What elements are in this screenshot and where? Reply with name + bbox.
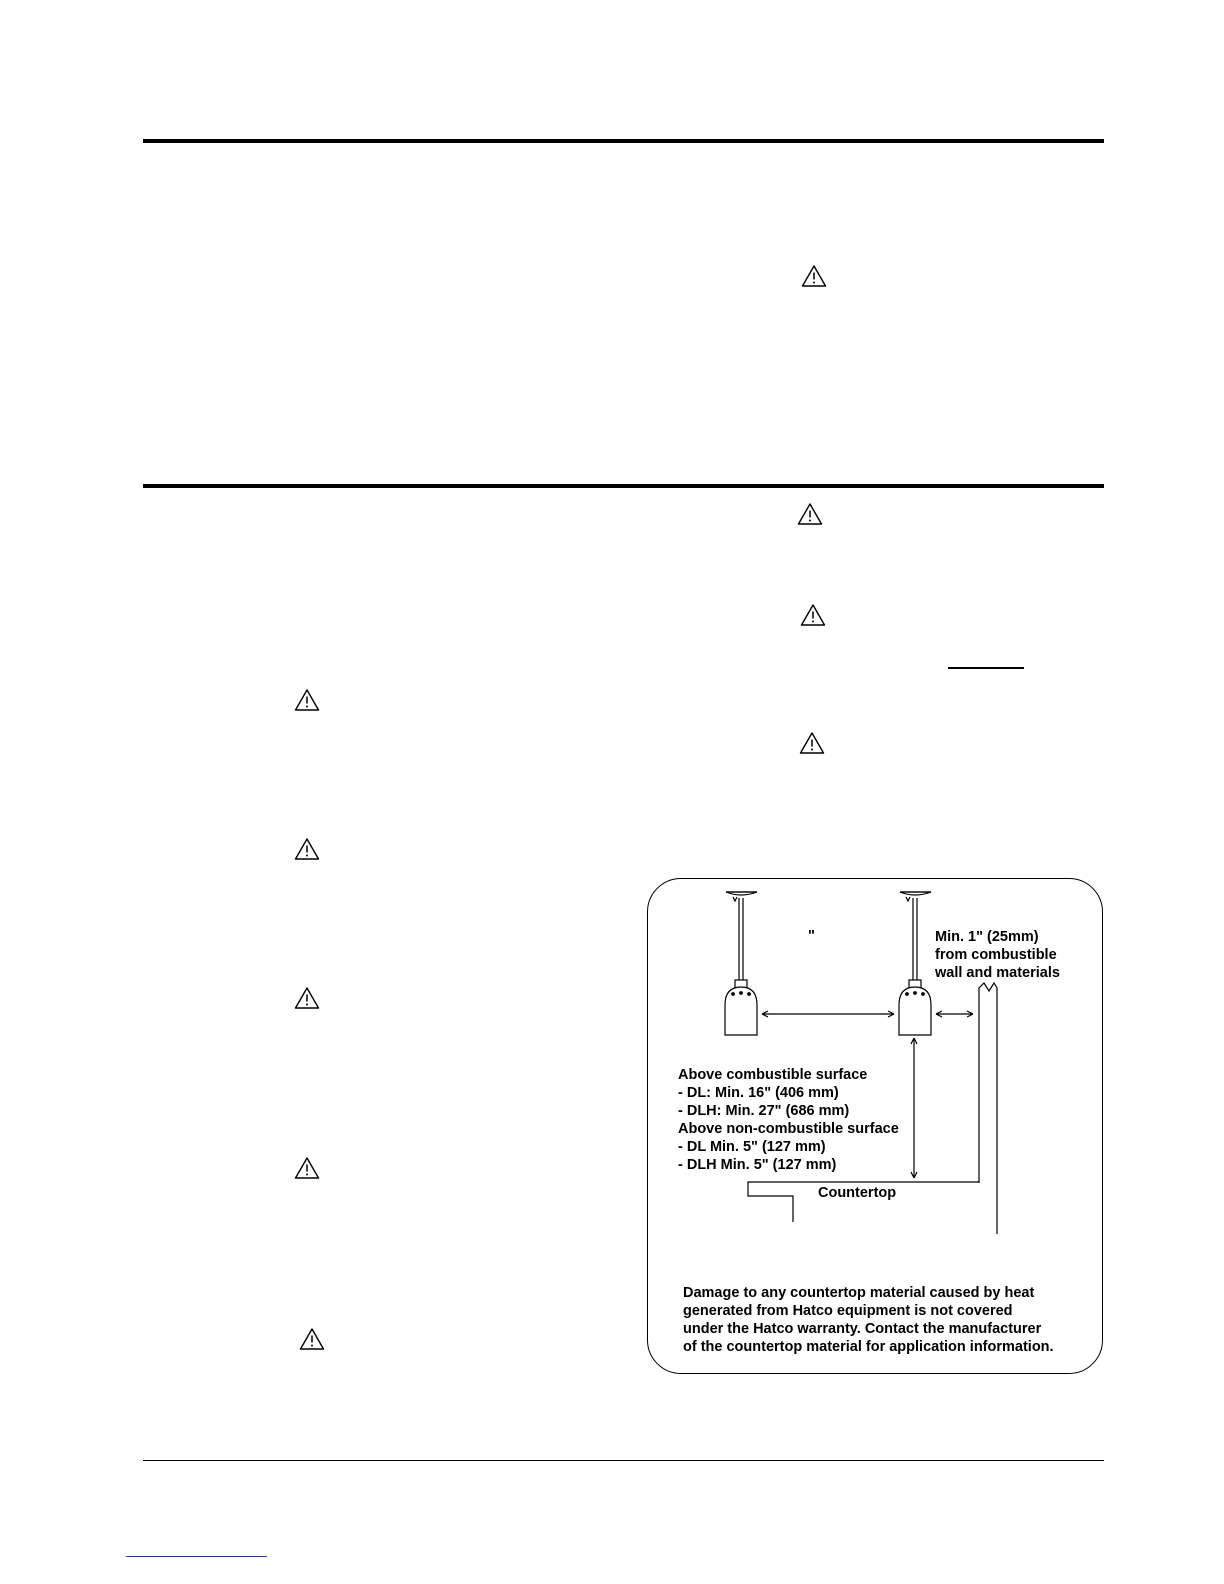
right-heat-lamp [899,892,931,1035]
wall-note-line-2: from combustible [935,947,1057,963]
height-note-line-2: - DL: Min. 16" (406 mm) [678,1085,839,1101]
height-note-line-1: Above combustible surface [678,1067,868,1083]
damage-note-line-1: Damage to any countertop material caused by heat [683,1285,1035,1301]
damage-note-line-2: generated from Hatco equipment is not covered [683,1303,1013,1319]
damage-note-line-4: of the countertop material for application information. [683,1339,1054,1355]
wall-note-line-3: wall and materials [935,965,1060,981]
height-note-line-6: - DLH Min. 5" (127 mm) [678,1157,837,1173]
damage-note-line-3: under the Hatco warranty. Contact the manufacturer [683,1321,1042,1337]
lamp-spacing-mark: " [808,928,815,944]
left-heat-lamp [725,892,757,1035]
height-note-line-4: Above non-combustible surface [678,1121,899,1137]
footer-link-underline[interactable] [126,1556,267,1557]
height-note-line-5: - DL Min. 5" (127 mm) [678,1139,826,1155]
countertop-label: Countertop [818,1185,897,1201]
height-note-line-3: - DLH: Min. 27" (686 mm) [678,1103,850,1119]
wall-note-line-1: Min. 1" (25mm) [935,929,1039,945]
